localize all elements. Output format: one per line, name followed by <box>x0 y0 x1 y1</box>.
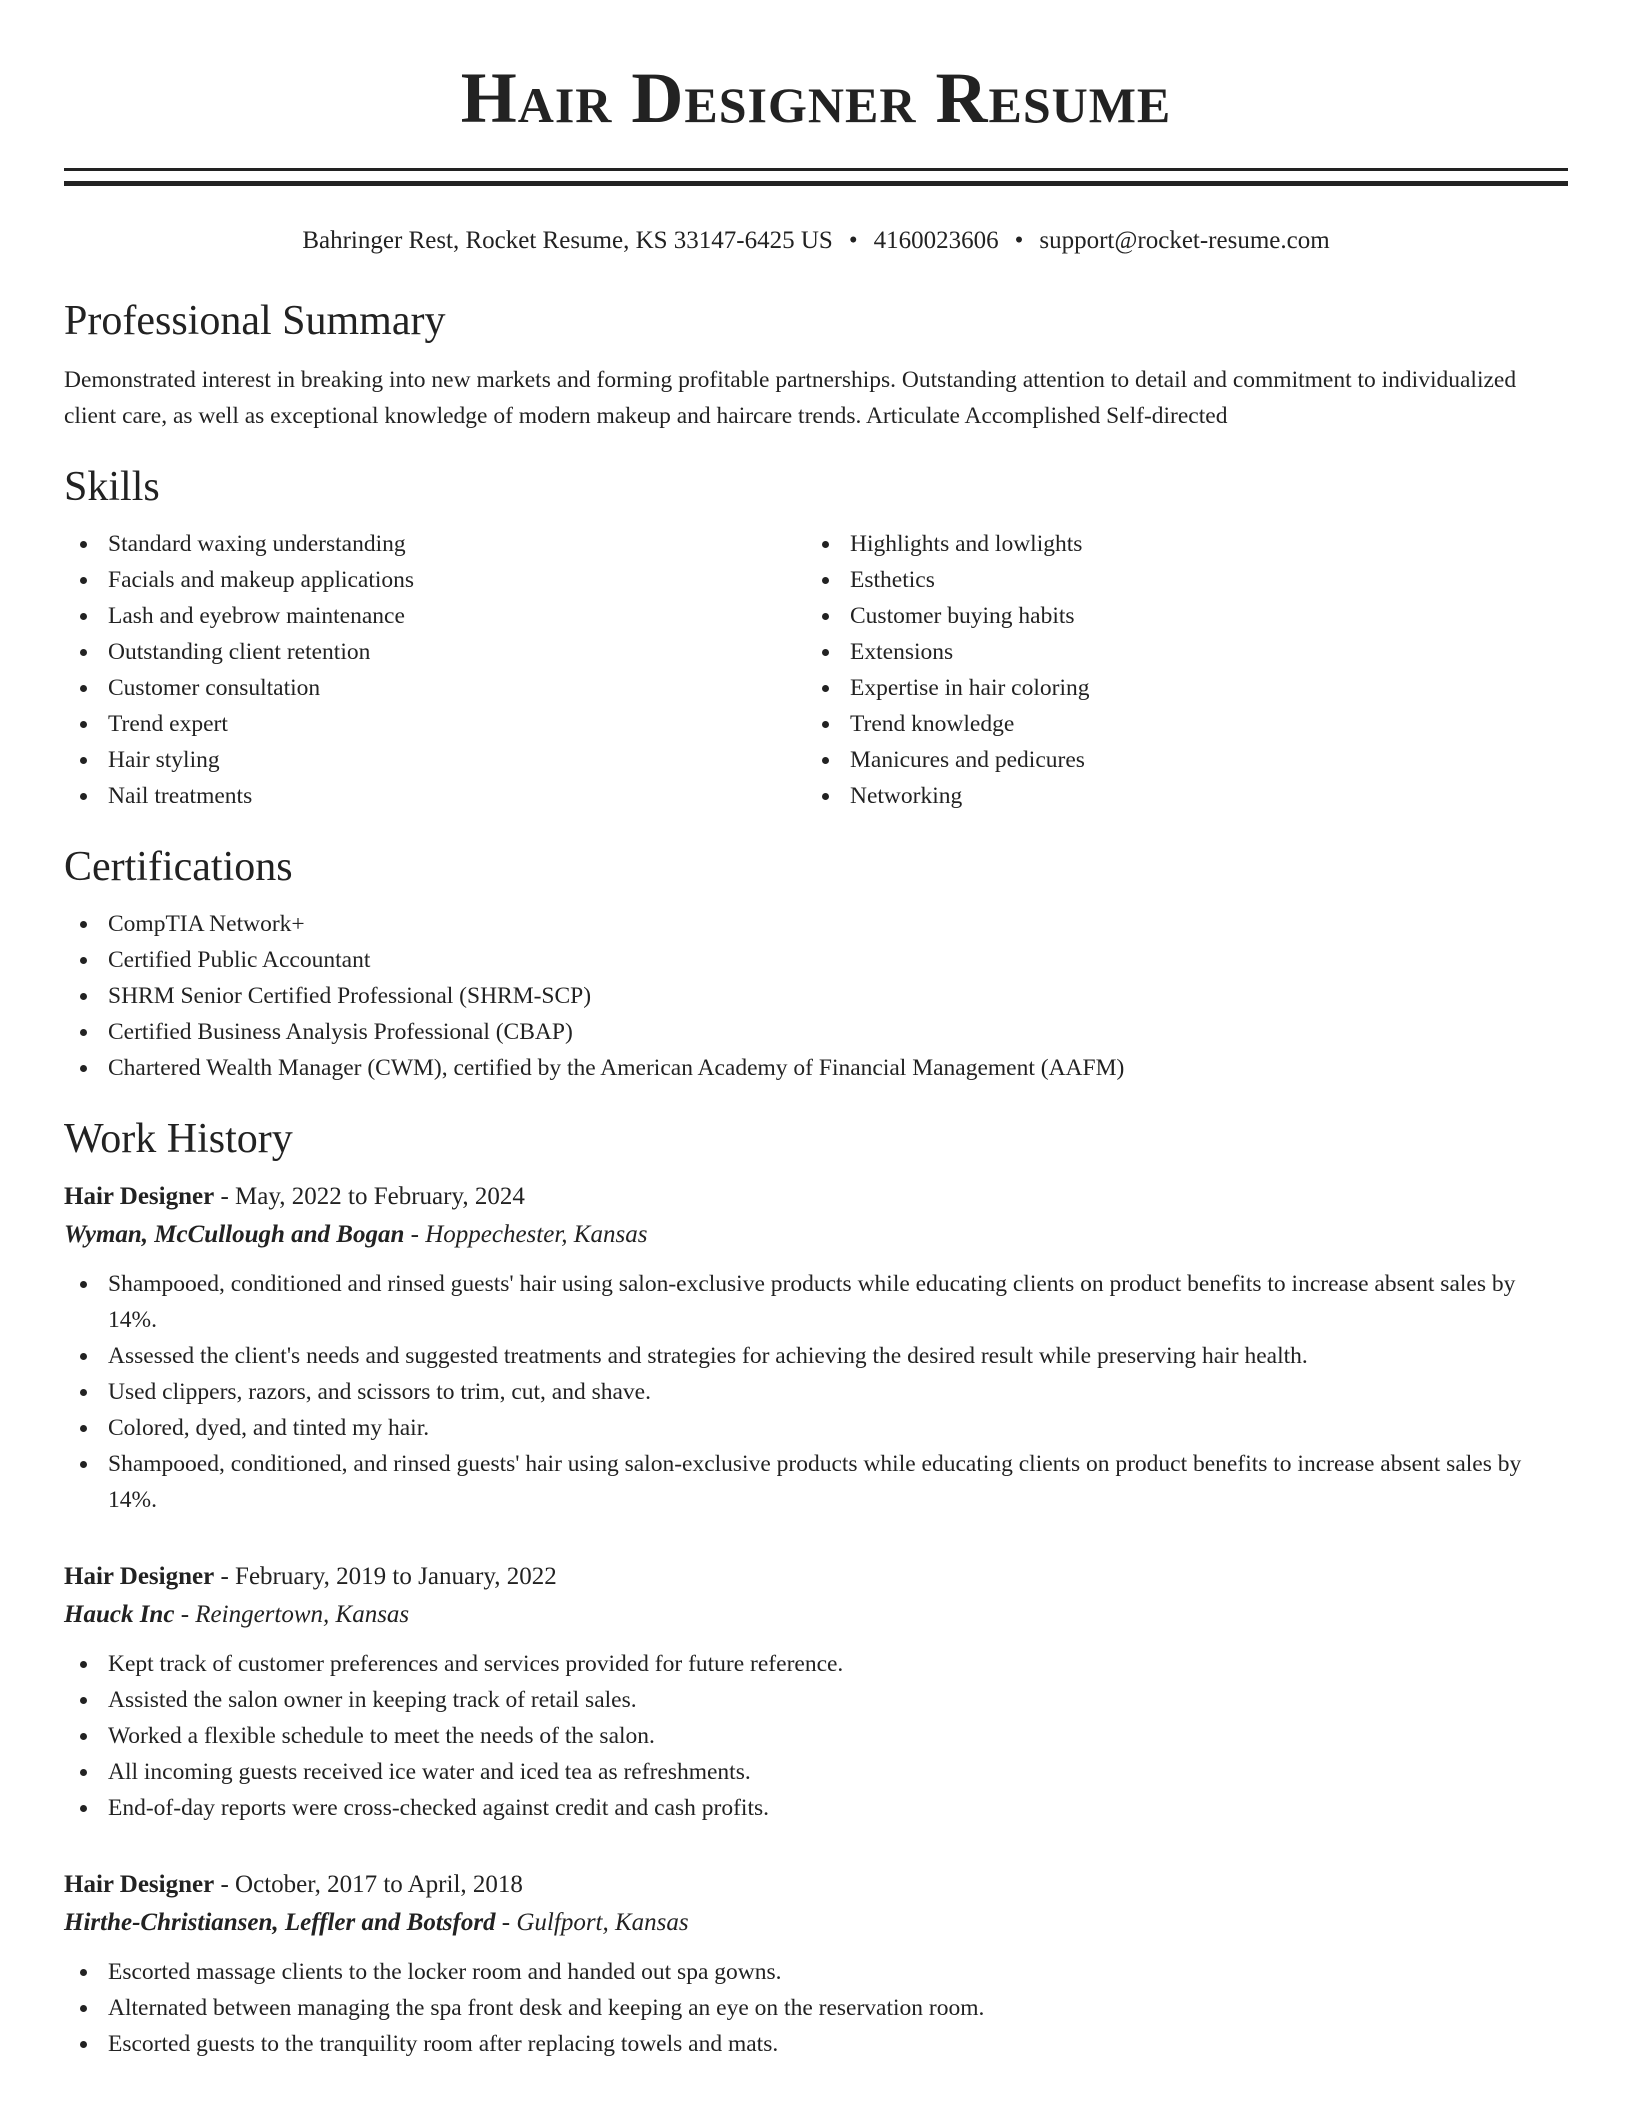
job-dates: February, 2019 to January, 2022 <box>235 1563 557 1590</box>
certification-item: SHRM Senior Certified Professional (SHRM-SCP) <box>64 978 1568 1014</box>
job-duty: Shampooed, conditioned and rinsed guests' hair using salon-exclusive products while educating clients on product benefits to increase absent sales by 14%. <box>64 1266 1568 1338</box>
job-duty: Escorted massage clients to the locker room and handed out spa gowns. <box>64 1954 1568 1990</box>
work-history-heading: Work History <box>64 1116 293 1162</box>
job-dates: May, 2022 to February, 2024 <box>235 1183 525 1210</box>
skills-list-left <box>64 526 806 814</box>
job-duty: Escorted guests to the tranquility room after replacing towels and mats. <box>64 2026 1568 2062</box>
certification-item: CompTIA Network+ <box>64 906 1568 942</box>
job-duty: Worked a flexible schedule to meet the needs of the salon. <box>64 1718 1568 1754</box>
skill-item: Outstanding client retention <box>64 634 806 670</box>
skill-item: Trend expert <box>64 706 806 742</box>
summary-text: Demonstrated interest in breaking into new markets and forming profitable partnerships. Outstanding attention to detail and commitment to individualized client care, as well as exceptional knowledge of modern makeup and haircare trends. Articulate Accomplished Self-directed <box>64 367 1517 429</box>
job-company-line <box>64 1216 1568 1254</box>
job-entry <box>64 1558 1568 1826</box>
skill-item: Nail treatments <box>64 778 806 814</box>
job-duty: Assisted the salon owner in keeping track of retail sales. <box>64 1682 1568 1718</box>
skill-item: Facials and makeup applications <box>64 562 806 598</box>
skill-item: Hair styling <box>64 742 806 778</box>
skills-heading: Skills <box>64 464 160 510</box>
job-company: Hirthe-Christiansen, Leffler and Botsford <box>64 1909 496 1936</box>
skill-item: Expertise in hair coloring <box>806 670 1548 706</box>
job-duty: End-of-day reports were cross-checked against credit and cash profits. <box>64 1790 1568 1826</box>
skills-columns <box>64 526 1568 814</box>
job-duties-list <box>64 1646 1568 1826</box>
job-entry <box>64 1178 1568 1518</box>
job-company-line <box>64 1596 1568 1634</box>
job-duty: All incoming guests received ice water and iced tea as refreshments. <box>64 1754 1568 1790</box>
skill-item: Esthetics <box>806 562 1548 598</box>
contact-separator: • <box>848 227 858 254</box>
job-company: Wyman, McCullough and Bogan <box>64 1221 405 1248</box>
job-dash: - <box>495 1909 517 1936</box>
job-duty: Assessed the client's needs and suggested treatments and strategies for achieving the desired result while preserving hair health. <box>64 1338 1568 1374</box>
contact-line <box>64 226 1568 256</box>
skill-item: Standard waxing understanding <box>64 526 806 562</box>
skill-item: Customer buying habits <box>806 598 1548 634</box>
job-dash: - <box>404 1221 426 1248</box>
job-dash: - <box>214 1183 236 1210</box>
job-title: Hair Designer <box>64 1183 215 1210</box>
job-title-line <box>64 1178 1568 1216</box>
job-title: Hair Designer <box>64 1563 215 1590</box>
job-title: Hair Designer <box>64 1871 215 1898</box>
certification-item: Certified Business Analysis Professional (CBAP) <box>64 1014 1568 1050</box>
contact-address: Bahringer Rest, Rocket Resume, KS 33147-6425 US <box>302 227 833 254</box>
job-duty: Alternated between managing the spa front desk and keeping an eye on the reservation room. <box>64 1990 1568 2026</box>
job-location: Gulfport, Kansas <box>516 1909 689 1936</box>
job-duty: Kept track of customer preferences and services provided for future reference. <box>64 1646 1568 1682</box>
summary-heading: Professional Summary <box>64 298 446 344</box>
job-title-line <box>64 1866 1568 1904</box>
skill-item: Networking <box>806 778 1548 814</box>
title-double-rule <box>64 168 1568 186</box>
job-duties-list <box>64 1954 1568 2062</box>
job-dash: - <box>214 1563 236 1590</box>
job-company: Hauck Inc <box>64 1601 175 1628</box>
skill-item: Extensions <box>806 634 1548 670</box>
job-duties-list <box>64 1266 1568 1518</box>
job-duty: Colored, dyed, and tinted my hair. <box>64 1410 1568 1446</box>
skills-list-right <box>806 526 1548 814</box>
skill-item: Trend knowledge <box>806 706 1548 742</box>
job-entry <box>64 1866 1568 2062</box>
job-dash: - <box>174 1601 196 1628</box>
skill-item: Customer consultation <box>64 670 806 706</box>
contact-email: support@rocket-resume.com <box>1039 227 1330 254</box>
job-duty: Used clippers, razors, and scissors to trim, cut, and shave. <box>64 1374 1568 1410</box>
job-duty: Shampooed, conditioned, and rinsed guests' hair using salon-exclusive products while educating clients on product benefits to increase absent sales by 14%. <box>64 1446 1568 1518</box>
skill-item: Highlights and lowlights <box>806 526 1548 562</box>
certification-item: Certified Public Accountant <box>64 942 1568 978</box>
contact-separator: • <box>1014 227 1024 254</box>
certifications-heading: Certifications <box>64 844 293 890</box>
certification-item: Chartered Wealth Manager (CWM), certified by the American Academy of Financial Management (AAFM) <box>64 1050 1568 1086</box>
job-title-line <box>64 1558 1568 1596</box>
job-location: Hoppechester, Kansas <box>425 1221 648 1248</box>
job-dash: - <box>214 1871 236 1898</box>
skill-item: Lash and eyebrow maintenance <box>64 598 806 634</box>
job-location: Reingertown, Kansas <box>195 1601 410 1628</box>
skill-item: Manicures and pedicures <box>806 742 1548 778</box>
certifications-list <box>64 906 1568 1086</box>
contact-phone: 4160023606 <box>873 227 999 254</box>
job-company-line <box>64 1904 1568 1942</box>
job-dates: October, 2017 to April, 2018 <box>235 1871 523 1898</box>
resume-title: Hair Designer Resume <box>460 58 1172 138</box>
